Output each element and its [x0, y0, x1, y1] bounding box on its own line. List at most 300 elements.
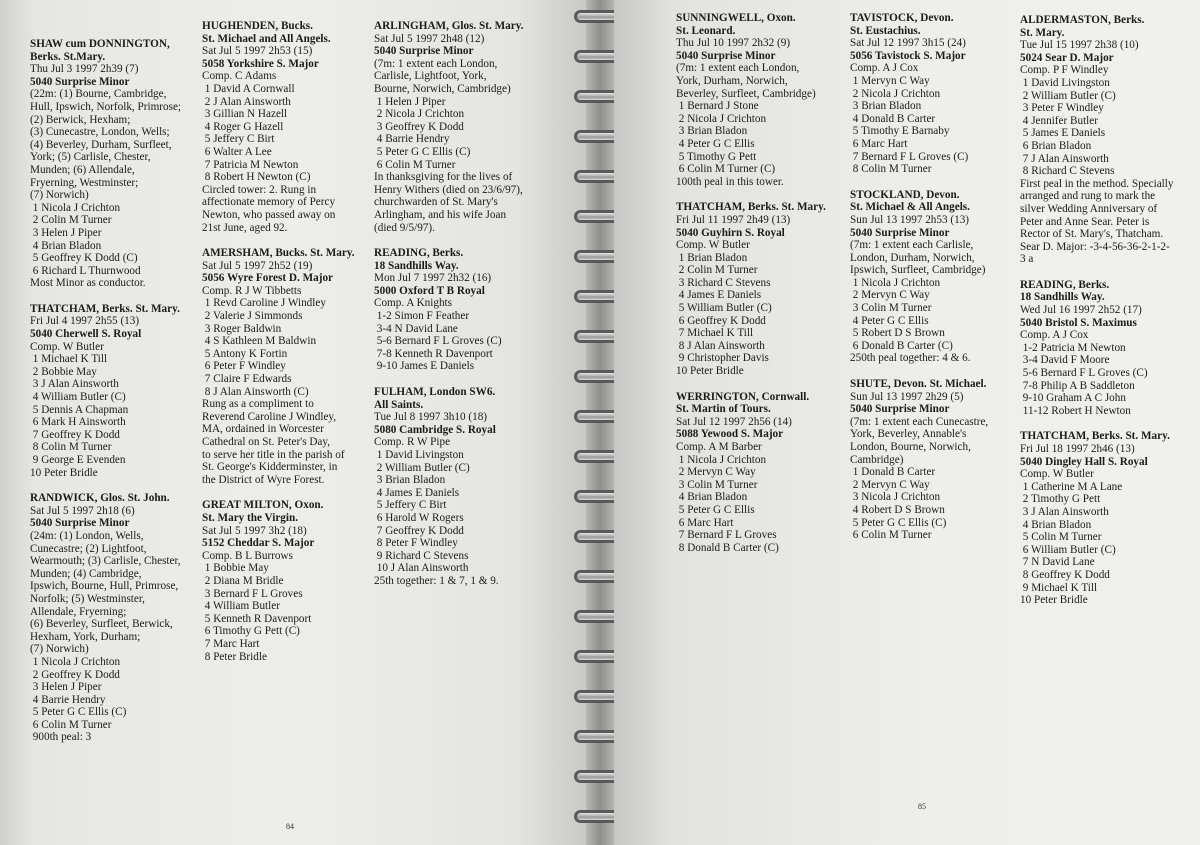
peal-line: (7m: 1 extent each London,	[374, 57, 498, 70]
peal-entry	[850, 189, 1020, 365]
peal-line: 5 Timothy E Barnaby	[850, 125, 950, 138]
peal-line: 3 Colin M Turner	[676, 478, 758, 491]
peal-location: SHUTE, Devon. St. Michael.	[850, 378, 987, 391]
peal-line: 4 Donald B Carter	[850, 112, 936, 125]
peal-method: 5040 Bristol S. Maximus	[1020, 316, 1137, 329]
peal-line: 5 Peter G C Ellis	[676, 503, 755, 516]
peal-entry	[30, 492, 198, 744]
peal-line: 4 Barrie Hendry	[30, 693, 106, 706]
peal-entry	[374, 247, 544, 373]
peal-line: Cathedral on St. Peter's Day,	[202, 436, 331, 448]
peal-line: 4 Roger G Hazell	[202, 120, 284, 133]
peal-line: 2 Mervyn C Way	[850, 478, 930, 491]
peal-line: 9 George E Evenden	[30, 454, 126, 466]
peal-line: 7-8 Kenneth R Davenport	[374, 347, 493, 360]
peal-line: 8 J Alan Ainsworth	[676, 339, 765, 352]
peal-location: THATCHAM, Berks. St. Mary.	[30, 302, 180, 315]
peal-entry	[850, 378, 1020, 542]
column-4	[676, 12, 848, 567]
peal-method: 5040 Surprise Minor	[850, 226, 950, 239]
peal-line: In thanksgiving for the lives of	[374, 171, 513, 184]
peal-line: 3 Colin M Turner	[850, 302, 932, 315]
peal-entry	[374, 20, 544, 234]
peal-line: 6 Brian Bladon	[1020, 139, 1092, 152]
peal-line: 6 Colin M Turner	[850, 529, 932, 542]
peal-line: Wearmouth; (3) Carlisle, Chester,	[30, 555, 181, 568]
peal-line: 7 Geoffrey K Dodd	[30, 428, 120, 441]
peal-line: 100th peal in this tower.	[676, 175, 784, 188]
peal-location: THATCHAM, Berks. St. Mary.	[676, 201, 826, 214]
peal-line: 6 Colin M Turner	[30, 718, 112, 731]
peal-line: 6 Timothy G Pett (C)	[202, 625, 300, 638]
peal-line: Comp. R J W Tibbetts	[202, 284, 302, 297]
peal-entry	[1020, 279, 1196, 418]
peal-location: All Saints.	[374, 398, 424, 411]
peal-line: 8 Donald B Carter (C)	[676, 541, 779, 554]
peal-method: 5040 Guyhirn S. Royal	[676, 226, 785, 239]
peal-line: (6) Beverley, Surfleet, Berwick,	[30, 618, 173, 631]
peal-line: Cambridge)	[850, 453, 904, 466]
peal-line: 4 Brian Bladon	[1020, 518, 1092, 531]
peal-line: 6 Colin M Turner (C)	[676, 163, 776, 176]
peal-method: 5024 Sear D. Major	[1020, 51, 1114, 64]
peal-line: 4 Jennifer Butler	[1020, 114, 1098, 127]
peal-date: Tue Jul 15 1997 2h38 (10)	[1020, 39, 1139, 52]
peal-line: 6 Marc Hart	[676, 516, 734, 529]
peal-line: Hull, Ipswich, Norfolk, Primrose;	[30, 100, 182, 113]
peal-entry	[30, 38, 198, 290]
peal-line: 5 Kenneth R Davenport	[202, 612, 312, 625]
column-1	[30, 38, 198, 757]
peal-line: Peter and Anne Sear. Peter is	[1020, 215, 1150, 228]
peal-line: 2 Mervyn C Way	[676, 466, 756, 479]
peal-line: Comp. A Knights	[374, 297, 453, 310]
peal-location: GREAT MILTON, Oxon.	[202, 499, 324, 512]
peal-method: 5040 Surprise Minor	[30, 75, 130, 88]
peal-location: SHAW cum DONNINGTON,	[30, 38, 170, 50]
peal-line: Comp. W Butler	[30, 340, 104, 353]
peal-line: 8 Robert H Newton (C)	[202, 171, 311, 184]
peal-location: St. Michael & All Angels.	[850, 201, 970, 214]
peal-line: 5 Geoffrey K Dodd (C)	[30, 252, 138, 265]
peal-line: 5 Robert D S Brown	[850, 327, 945, 340]
peal-location: St. Leonard.	[676, 24, 736, 37]
peal-line: 250th peal together: 4 & 6.	[850, 352, 971, 365]
peal-line: 7 Claire F Edwards	[202, 373, 292, 386]
peal-method: 5040 Surprise Minor	[850, 403, 950, 416]
peal-line: Rector of St. Mary's, Thatcham.	[1020, 228, 1164, 241]
peal-location: STOCKLAND, Devon.	[850, 188, 960, 201]
peal-line: 4 Peter G C Ellis	[850, 314, 929, 327]
peal-line: 1 Bobbie May	[202, 562, 269, 575]
peal-line: London, Durham, Norwich,	[850, 251, 975, 264]
peal-line: 8 Peter F Windley	[374, 537, 458, 550]
peal-line: 2 Nicola J Crichton	[676, 112, 767, 125]
peal-line: 21st June, aged 92.	[202, 221, 288, 234]
peal-entry	[676, 201, 848, 377]
peal-line: 7-8 Philip A B Saddleton	[1020, 379, 1135, 392]
peal-location: SUNNINGWELL, Oxon.	[676, 12, 796, 24]
peal-line: 4 Peter G C Ellis	[676, 137, 755, 150]
peal-method: 5000 Oxford T B Royal	[374, 284, 485, 297]
peal-line: (22m: (1) Bourne, Cambridge,	[30, 88, 167, 101]
peal-line: Comp. W Butler	[1020, 468, 1094, 481]
peal-line: 7 Michael K Till	[676, 327, 754, 340]
peal-date: Thu Jul 10 1997 2h32 (9)	[676, 37, 791, 50]
peal-line: Comp. B L Burrows	[202, 549, 293, 562]
peal-line: 3 Peter F Windley	[1020, 102, 1104, 115]
peal-line: 3-4 David F Moore	[1020, 354, 1110, 367]
peal-line: Beverley, Surfleet, Cambridge)	[676, 87, 816, 100]
peal-line: 3 Helen J Piper	[30, 226, 102, 239]
peal-line: 5 Peter G C Ellis (C)	[374, 145, 471, 158]
column-6	[1020, 14, 1196, 620]
peal-line: 1 Donald B Carter	[850, 466, 936, 479]
peal-line: Arlingham, and his wife Joan	[374, 208, 507, 221]
peal-line: 3 Roger Baldwin	[202, 322, 282, 335]
peal-line: 1 David Livingston	[1020, 76, 1110, 89]
peal-location: READING, Berks.	[1020, 278, 1110, 291]
peal-method: 5152 Cheddar S. Major	[202, 537, 315, 550]
peal-line: 11-12 Robert H Newton	[1020, 404, 1131, 417]
peal-line: 7 Geoffrey K Dodd	[374, 524, 464, 537]
peal-line: 7 N David Lane	[1020, 556, 1095, 569]
peal-location: St. Mary the Virgin.	[202, 511, 299, 524]
peal-location: 18 Sandhills Way.	[1020, 291, 1105, 304]
peal-line: the District of Wyre Forest.	[202, 473, 325, 486]
peal-line: Comp. R W Pipe	[374, 436, 451, 449]
peal-date: Fri Jul 4 1997 2h55 (13)	[30, 315, 140, 328]
peal-line: 2 Nicola J Crichton	[850, 87, 941, 100]
peal-date: Sun Jul 13 1997 2h53 (13)	[850, 213, 970, 226]
peal-method: 5040 Cherwell S. Royal	[30, 328, 142, 341]
peal-location: FULHAM, London SW6.	[374, 386, 496, 399]
peal-line: 1 Bernard J Stone	[676, 100, 759, 113]
peal-date: Sat Jul 5 1997 2h52 (19)	[202, 259, 313, 272]
peal-line: Comp. W Butler	[676, 239, 750, 252]
peal-line: 3 Bernard F L Groves	[202, 587, 303, 600]
peal-line: 6 Peter F Windley	[202, 360, 286, 373]
peal-line: Sear D. Major: -3-4-56-36-2-1-2-	[1020, 240, 1170, 253]
peal-line: 5 Jeffery C Birt	[374, 499, 447, 512]
peal-line: 3-4 N David Lane	[374, 322, 458, 335]
page-number-right: 85	[918, 802, 926, 811]
peal-location: WERRINGTON, Cornwall.	[676, 390, 810, 403]
peal-line: 8 J Alan Ainsworth (C)	[202, 385, 309, 398]
peal-line: 8 Colin M Turner	[850, 163, 932, 176]
peal-line: 2 Mervyn C Way	[850, 289, 930, 302]
peal-line: 5 Peter G C Ellis (C)	[850, 516, 947, 529]
peal-line: 9-10 Graham A C John	[1020, 392, 1126, 405]
peal-line: 7 Bernard F L Groves (C)	[850, 150, 969, 163]
peal-line: 1-2 Simon F Feather	[374, 310, 470, 323]
peal-line: 1 Catherine M A Lane	[1020, 480, 1123, 493]
peal-location: HUGHENDEN, Bucks.	[202, 20, 313, 32]
peal-entry	[374, 386, 544, 588]
peal-entry	[676, 12, 848, 188]
peal-line: 2 Diana M Bridle	[202, 574, 284, 587]
peal-date: Sat Jul 5 1997 3h2 (18)	[202, 524, 307, 537]
peal-date: Tue Jul 8 1997 3h10 (18)	[374, 411, 488, 424]
peal-line: 6 Geoffrey K Dodd	[676, 314, 766, 327]
peal-line: 5-6 Bernard F L Groves (C)	[1020, 367, 1148, 380]
peal-line: 1 Mervyn C Way	[850, 74, 930, 87]
peal-line: 9-10 James E Daniels	[374, 360, 475, 373]
peal-entry	[202, 247, 370, 486]
peal-line: 3 Helen J Piper	[30, 681, 102, 694]
peal-date: Mon Jul 7 1997 2h32 (16)	[374, 272, 492, 285]
peal-location: RANDWICK, Glos. St. John.	[30, 492, 170, 505]
peal-line: 4 James E Daniels	[374, 486, 460, 499]
peal-line: 1 Michael K Till	[30, 353, 108, 366]
peal-line: affectionate memory of Percy	[202, 196, 336, 209]
peal-line: 7 Bernard F L Groves	[676, 529, 777, 542]
peal-line: (7) Norwich)	[30, 189, 89, 202]
peal-line: Reverend Caroline J Windley,	[202, 410, 337, 423]
peal-line: 4 S Kathleen M Baldwin	[202, 335, 317, 348]
peal-line: 10 Peter Bridle	[676, 365, 744, 378]
peal-line: 5 James E Daniels	[1020, 127, 1106, 140]
peal-line: 5 Colin M Turner	[1020, 531, 1102, 544]
peal-line: 1 Revd Caroline J Windley	[202, 297, 326, 310]
peal-method: 5040 Surprise Minor	[30, 517, 130, 530]
peal-date: Sat Jul 5 1997 2h48 (12)	[374, 32, 485, 45]
column-2	[202, 20, 370, 676]
peal-location: Berks. St.Mary.	[30, 50, 106, 63]
peal-line: 8 Peter Bridle	[202, 650, 267, 663]
peal-line: 1 Nicola J Crichton	[676, 453, 767, 466]
peal-line: Rung as a compliment to	[202, 398, 314, 411]
peal-line: York, Durham, Norwich,	[676, 74, 788, 87]
peal-line: 3 Brian Bladon	[374, 474, 446, 487]
peal-line: 5 Jeffery C Birt	[202, 133, 275, 146]
peal-line: Henry Withers (died on 23/6/97),	[374, 183, 523, 196]
peal-line: 3 J Alan Ainsworth	[30, 378, 119, 391]
peal-line: 1 David A Cornwall	[202, 82, 295, 95]
peal-line: Hexham, York, Durham;	[30, 630, 141, 643]
peal-line: 5 William Butler (C)	[676, 302, 772, 315]
peal-method: 5040 Surprise Minor	[374, 45, 474, 58]
peal-line: 10 Peter Bridle	[1020, 594, 1088, 607]
peal-date: Sat Jul 12 1997 3h15 (24)	[850, 37, 966, 50]
peal-date: Wed Jul 16 1997 2h52 (17)	[1020, 304, 1142, 317]
peal-line: 3 Richard C Stevens	[676, 276, 771, 289]
peal-line: 9 Christopher Davis	[676, 352, 769, 365]
peal-line: Comp. P F Windley	[1020, 64, 1109, 77]
peal-line: (7m: 1 extent each Cunecastre,	[850, 415, 989, 428]
peal-line: 2 Timothy G Pett	[1020, 493, 1101, 506]
peal-line: 2 J Alan Ainsworth	[202, 95, 291, 108]
peal-line: 3 Geoffrey K Dodd	[374, 120, 464, 133]
peal-line: Most Minor as conductor.	[30, 277, 146, 290]
peal-line: 6 Walter A Lee	[202, 145, 272, 158]
peal-line: 6 Colin M Turner	[374, 158, 456, 171]
peal-line: MA, ordained in Worcester	[202, 423, 324, 436]
peal-location: AMERSHAM, Bucks. St. Mary.	[202, 247, 355, 260]
peal-line: 4 James E Daniels	[676, 289, 762, 302]
peal-line: 2 Nicola J Crichton	[374, 108, 465, 121]
peal-location: St. Martin of Tours.	[676, 403, 771, 416]
peal-line: Munden; (4) Cambridge,	[30, 567, 142, 580]
peal-line: 4 William Butler	[202, 600, 280, 613]
peal-line: 7 Patricia M Newton	[202, 158, 299, 171]
peal-line: (7) Norwich)	[30, 643, 89, 656]
peal-line: Munden; (6) Allendale,	[30, 163, 135, 176]
peal-location: ARLINGHAM, Glos. St. Mary.	[374, 20, 524, 32]
peal-line: York; (5) Carlisle, Chester,	[30, 151, 151, 164]
peal-entry	[1020, 430, 1196, 606]
peal-line: 6 Richard L Thurnwood	[30, 264, 141, 277]
peal-entry	[202, 20, 370, 234]
peal-location: READING, Berks.	[374, 247, 464, 260]
peal-line: churchwarden of St. Mary's	[374, 196, 498, 209]
peal-line: 4 Barrie Hendry	[374, 133, 450, 146]
peal-line: 2 Valerie J Simmonds	[202, 310, 303, 323]
peal-line: 2 Colin M Turner	[676, 264, 758, 277]
peal-line: 5 Dennis A Chapman	[30, 403, 129, 416]
peal-method: 5056 Wyre Forest D. Major	[202, 272, 334, 285]
peal-location: 18 Sandhills Way.	[374, 259, 459, 272]
peal-entry	[30, 303, 198, 479]
peal-line: 10 Peter Bridle	[30, 466, 98, 479]
peal-method: 5056 Tavistock S. Major	[850, 49, 966, 62]
peal-line: 5 Antony K Fortin	[202, 347, 288, 360]
peal-line: 8 Geoffrey K Dodd	[1020, 568, 1110, 581]
peal-line: 2 Colin M Turner	[30, 214, 112, 227]
peal-entry	[676, 391, 848, 555]
peal-line: Circled tower: 2. Rung in	[202, 183, 317, 196]
peal-line: 2 Geoffrey K Dodd	[30, 668, 120, 681]
peal-line: Allendale, Fryerning;	[30, 605, 127, 618]
peal-line: 9 Michael K Till	[1020, 581, 1098, 594]
peal-line: 4 William Butler (C)	[30, 391, 126, 404]
peal-line: (24m: (1) London, Wells,	[30, 529, 144, 542]
peal-line: (4) Beverley, Durham, Surfleet,	[30, 138, 172, 151]
peal-line: 7 J Alan Ainsworth	[1020, 152, 1109, 165]
peal-line: 5-6 Bernard F L Groves (C)	[374, 335, 502, 348]
right-page	[614, 0, 1200, 845]
peal-location: St. Michael and All Angels.	[202, 32, 331, 45]
peal-date: Sat Jul 5 1997 2h53 (15)	[202, 45, 313, 58]
peal-line: 2 Bobbie May	[30, 365, 97, 378]
page-number-left: 84	[286, 822, 294, 831]
peal-line: St. George's Kidderminster, in	[202, 461, 338, 474]
peal-line: silver Wedding Anniversary of	[1020, 202, 1158, 215]
peal-line: 3 Brian Bladon	[676, 125, 748, 138]
peal-line: (7m: 1 extent each London,	[676, 62, 800, 75]
peal-line: Comp. C Adams	[202, 70, 277, 83]
peal-line: 3 J Alan Ainsworth	[1020, 505, 1109, 518]
peal-line: 1 Nicola J Crichton	[30, 201, 121, 214]
peal-line: Comp. A J Cox	[1020, 329, 1089, 342]
peal-entry	[850, 12, 1020, 176]
peal-line: arranged and rung to mark the	[1020, 190, 1156, 203]
peal-line: 4 Robert D S Brown	[850, 503, 945, 516]
peal-line: 1 Nicola J Crichton	[30, 655, 121, 668]
peal-line: 9 Richard C Stevens	[374, 549, 469, 562]
peal-method: 5088 Yewood S. Major	[676, 428, 784, 441]
peal-line: 6 William Butler (C)	[1020, 543, 1116, 556]
peal-line: (2) Berwick, Hexham;	[30, 113, 131, 126]
peal-method: 5058 Yorkshire S. Major	[202, 57, 319, 70]
peal-line: 7 Marc Hart	[202, 637, 260, 650]
peal-line: 6 Donald B Carter (C)	[850, 339, 953, 352]
peal-line: York, Beverley, Annable's	[850, 428, 967, 441]
peal-line: 1-2 Patricia M Newton	[1020, 341, 1126, 354]
peal-line: 900th peal: 3	[30, 731, 92, 744]
peal-line: (7m: 1 extent each Carlisle,	[850, 239, 974, 252]
peal-line: (3) Cunecastre, London, Wells;	[30, 126, 170, 139]
peal-line: 3 a	[1020, 253, 1034, 266]
peal-line: 3 Nicola J Crichton	[850, 491, 941, 504]
peal-line: 4 Brian Bladon	[30, 239, 102, 252]
peal-location: St. Mary.	[1020, 26, 1065, 39]
peal-line: 5 Timothy G Pett	[676, 150, 757, 163]
peal-line: 10 J Alan Ainsworth	[374, 562, 469, 575]
peal-method: 5040 Dingley Hall S. Royal	[1020, 455, 1148, 468]
peal-line: 1 Brian Bladon	[676, 251, 748, 264]
peal-line: First peal in the method. Specially	[1020, 177, 1174, 190]
peal-line: Comp. A J Cox	[850, 62, 919, 75]
peal-line: 8 Colin M Turner	[30, 441, 112, 454]
peal-entry	[202, 499, 370, 663]
peal-line: (died 9/5/97).	[374, 221, 435, 234]
peal-date: Thu Jul 3 1997 2h39 (7)	[30, 63, 139, 76]
peal-line: 6 Marc Hart	[850, 137, 908, 150]
peal-entry	[1020, 14, 1196, 266]
peal-line: 2 William Butler (C)	[1020, 89, 1116, 102]
peal-line: 3 Gillian N Hazell	[202, 108, 288, 121]
peal-line: 1 Helen J Piper	[374, 95, 446, 108]
peal-line: Norfolk; (5) Westminster,	[30, 592, 145, 605]
peal-line: 3 Brian Bladon	[850, 100, 922, 113]
peal-line: 4 Brian Bladon	[676, 491, 748, 504]
column-3	[374, 20, 544, 601]
peal-line: 6 Mark H Ainsworth	[30, 416, 126, 429]
peal-line: Comp. A M Barber	[676, 441, 762, 453]
peal-line: Bourne, Norwich, Cambridge)	[374, 82, 511, 95]
peal-line: 5 Peter G C Ellis (C)	[30, 706, 127, 719]
peal-line: Cunecastre; (2) Lightfoot,	[30, 542, 147, 555]
peal-line: Newton, who passed away on	[202, 208, 336, 221]
peal-line: 2 William Butler (C)	[374, 461, 470, 474]
column-5	[850, 12, 1020, 555]
peal-line: Fryerning, Westminster;	[30, 176, 139, 189]
peal-line: Carlisle, Lightfoot, York,	[374, 70, 487, 83]
peal-location: St. Eustachius.	[850, 24, 921, 37]
peal-line: 25th together: 1 & 7, 1 & 9.	[374, 574, 499, 587]
peal-method: 5040 Surprise Minor	[676, 49, 776, 62]
peal-line: Ipswich, Surfleet, Cambridge)	[850, 264, 986, 277]
peal-location: THATCHAM, Berks. St. Mary.	[1020, 430, 1170, 443]
peal-line: 1 Nicola J Crichton	[850, 276, 941, 289]
peal-location: TAVISTOCK, Devon.	[850, 12, 954, 24]
peal-method: 5080 Cambridge S. Royal	[374, 423, 496, 436]
peal-line: to serve her title in the parish of	[202, 448, 345, 461]
peal-date: Fri Jul 18 1997 2h46 (13)	[1020, 443, 1135, 455]
left-page	[0, 0, 586, 845]
peal-location: ALDERMASTON, Berks.	[1020, 14, 1145, 26]
peal-line: 8 Richard C Stevens	[1020, 165, 1115, 178]
peal-line: 6 Harold W Rogers	[374, 511, 464, 524]
peal-date: Sun Jul 13 1997 2h29 (5)	[850, 390, 964, 403]
peal-line: Ipswich, Bourne, Hull, Primrose,	[30, 580, 179, 593]
peal-date: Sat Jul 5 1997 2h18 (6)	[30, 504, 135, 517]
peal-line: London, Bourne, Norwich,	[850, 441, 971, 453]
peal-date: Sat Jul 12 1997 2h56 (14)	[676, 415, 792, 428]
peal-line: 1 David Livingston	[374, 449, 464, 461]
peal-date: Fri Jul 11 1997 2h49 (13)	[676, 213, 791, 226]
